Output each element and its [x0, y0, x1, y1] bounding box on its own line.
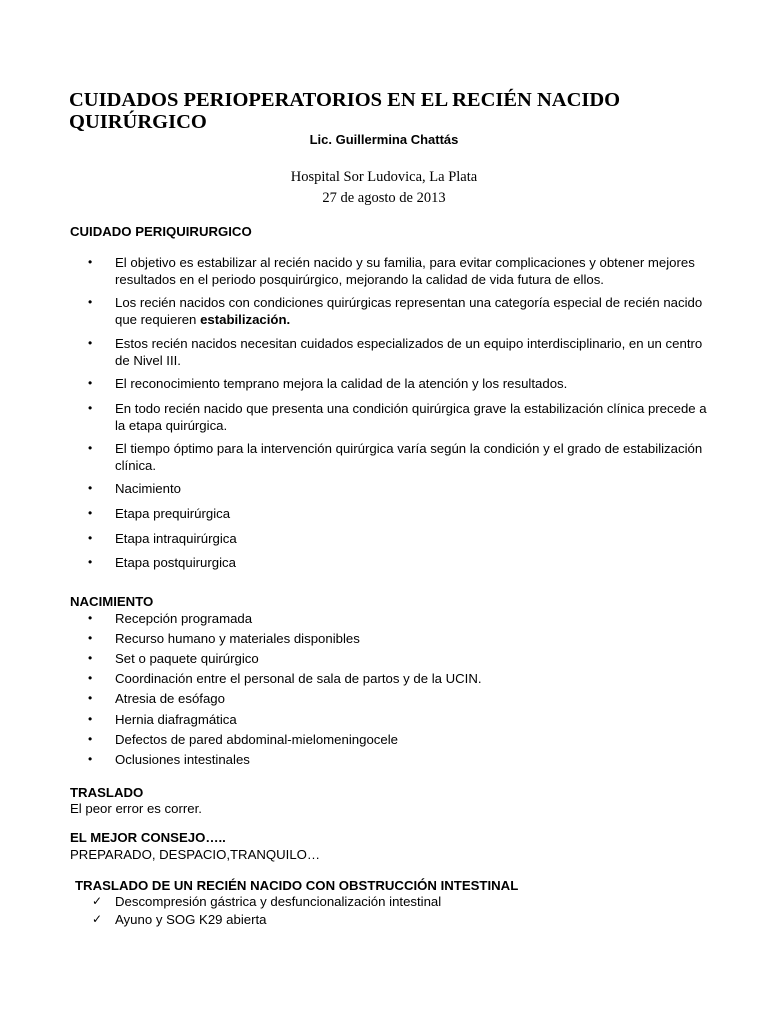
list-item	[88, 480, 710, 497]
bullet-icon: •	[88, 401, 93, 415]
list-item-text: Coordinación entre el personal de sala de partos y de la UCIN.	[115, 671, 482, 686]
list-item	[88, 375, 710, 392]
bullet-icon: •	[88, 295, 93, 309]
bullet-icon: •	[88, 732, 93, 746]
list-item-text-bold: estabilización.	[200, 312, 291, 327]
document-author: Lic. Guillermina Chattás	[309, 132, 459, 147]
bullet-icon: •	[88, 506, 93, 520]
list-item-text: Nacimiento	[115, 481, 181, 496]
list-item-text: El reconocimiento temprano mejora la calidad de la atención y los resultados.	[115, 376, 568, 391]
bullet-icon: •	[88, 376, 93, 390]
list-item-text: Recepción programada	[115, 611, 253, 626]
list-item-text: Atresia de esófago	[115, 691, 225, 706]
list-item	[88, 630, 710, 647]
bullet-icon: •	[88, 611, 93, 625]
document-hospital: Hospital Sor Ludovica, La Plata	[290, 169, 478, 185]
bullet-icon: •	[88, 691, 93, 705]
list-item	[88, 690, 710, 707]
document-date: 27 de agosto de 2013	[322, 190, 446, 206]
list-item	[88, 711, 710, 728]
bullet-icon: •	[88, 631, 93, 645]
list-item	[88, 530, 710, 547]
list-item-text: El objetivo es estabilizar al recién nacido y su familia, para evitar complicaciones y obtener mejores resultados en el periodo posquirúrgico, mejorando la calidad de vida futura de ellos.	[115, 255, 695, 287]
section-text-traslado: El peor error es correr.	[70, 801, 202, 816]
list-item	[88, 294, 710, 328]
bullet-icon: •	[88, 441, 93, 455]
check-item-text: Descompresión gástrica y desfuncionalización intestinal	[115, 894, 442, 909]
section-heading-cuidado: CUIDADO PERIQUIRURGICO	[70, 224, 252, 239]
bullet-icon: •	[88, 712, 93, 726]
bullet-icon: •	[88, 555, 93, 569]
list-item-text: El tiempo óptimo para la intervención quirúrgica varía según la condición y el grado de estabilización clínica.	[115, 441, 703, 473]
list-item	[88, 335, 710, 369]
list-item-text: Etapa intraquirúrgica	[115, 531, 237, 546]
list-item-text: Etapa postquirurgica	[115, 555, 236, 570]
section-heading-consejo: EL MEJOR CONSEJO…..	[70, 830, 226, 845]
section-heading-nacimiento: NACIMIENTO	[70, 594, 154, 609]
bullet-icon: •	[88, 531, 93, 545]
document-title: CUIDADOS PERIOPERATORIOS EN EL RECIÉN NACIDO QUIRÚRGICO	[69, 89, 621, 133]
bullet-icon: •	[88, 255, 93, 269]
bullet-icon: •	[88, 481, 93, 495]
list-item-text: Etapa prequirúrgica	[115, 506, 231, 521]
list-item-text: En todo recién nacido que presenta una condición quirúrgica grave la estabilización clínica precede a la etapa quirúrgica.	[115, 401, 707, 433]
list-item-text: Hernia diafragmática	[115, 712, 237, 727]
list-item-text-plain: Los recién nacidos con condiciones quirúrgicas representan una categoría especial de recién nacido que requieren	[115, 295, 703, 327]
list-item	[88, 731, 710, 748]
list-item-text: Recurso humano y materiales disponibles	[115, 631, 360, 646]
section-text-consejo: PREPARADO, DESPACIO,TRANQUILO…	[70, 847, 321, 862]
list-item-text: Estos recién nacidos necesitan cuidados especializados de un equipo interdisciplinario, en un centro de Nivel III.	[115, 336, 703, 368]
checkmark-icon: ✓	[92, 912, 103, 926]
section-heading-traslado: TRASLADO	[70, 785, 144, 800]
list-item	[88, 505, 710, 522]
check-item-text: Ayuno y SOG K29 abierta	[115, 912, 267, 927]
list-item-text: Set o paquete quirúrgico	[115, 651, 259, 666]
list-item-text	[115, 294, 710, 328]
list-item	[88, 440, 710, 474]
section-heading-obstruccion: TRASLADO DE UN RECIÉN NACIDO CON OBSTRUCCIÓN INTESTINAL	[75, 878, 519, 893]
list-item	[88, 670, 710, 687]
list-item-text: Defectos de pared abdominal-mielomeningocele	[115, 732, 398, 747]
bullet-icon: •	[88, 336, 93, 350]
list-item	[88, 751, 710, 768]
bullet-icon: •	[88, 671, 93, 685]
check-item	[88, 911, 710, 928]
checkmark-icon: ✓	[92, 894, 103, 908]
list-item	[88, 254, 710, 288]
bullet-icon: •	[88, 752, 93, 766]
list-item	[88, 610, 710, 627]
list-item	[88, 554, 710, 571]
check-item	[88, 893, 710, 910]
list-item	[88, 650, 710, 667]
bullet-icon: •	[88, 651, 93, 665]
list-item-text: Oclusiones intestinales	[115, 752, 250, 767]
list-item	[88, 400, 710, 434]
